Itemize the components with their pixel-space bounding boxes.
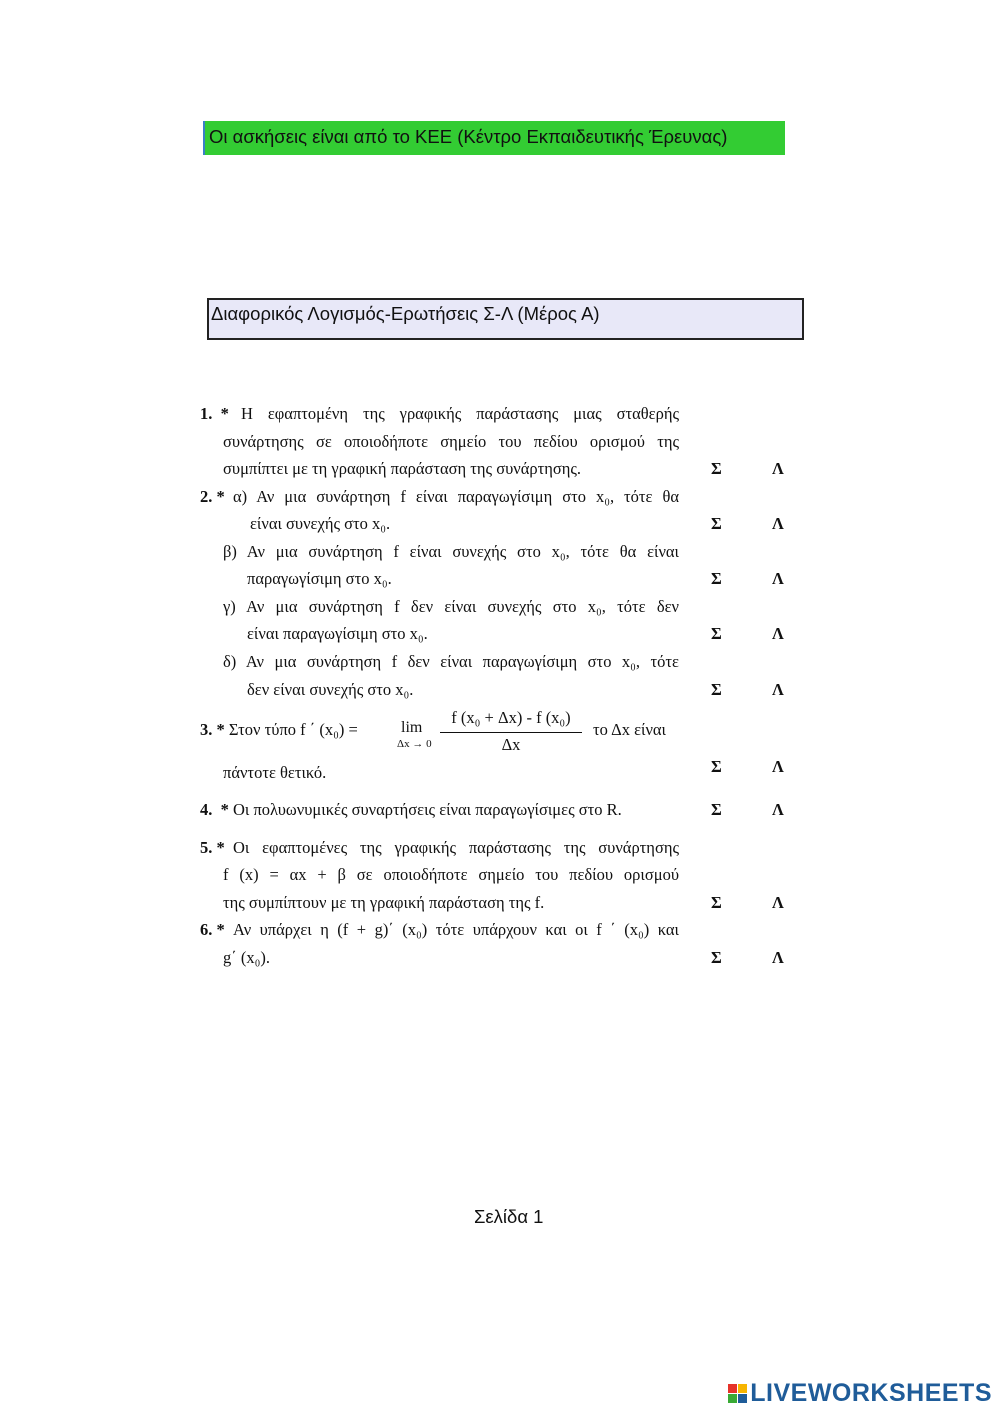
question-2-header	[200, 487, 225, 507]
question-6-text-1: Αν υπάρχει η (f + g)΄ (x₀) τότε υπάρχουν και οι f ΄ (x₀) και	[233, 920, 679, 939]
question-1-line-1	[200, 404, 229, 424]
question-6-true-option[interactable]: Σ	[711, 948, 722, 967]
formula-numerator: f (x₀ + Δx) - f (x₀)	[451, 708, 571, 727]
question-2a-text-1: α) Αν μια συνάρτηση f είναι παραγωγίσιμη στο x₀, τότε θα	[233, 487, 679, 506]
question-6-number: 6.	[200, 920, 213, 939]
question-5-text-2: f (x) = αx + β σε οποιοδήποτε σημείο του πεδίου ορισμού	[223, 865, 679, 884]
question-6-text-2: g΄ (x₀).	[223, 948, 270, 967]
question-5-header	[200, 838, 225, 858]
question-2b-true-option[interactable]: Σ	[711, 569, 722, 588]
question-4-star: *	[220, 800, 229, 819]
question-4-true-option[interactable]: Σ	[711, 800, 722, 819]
limit-operator: lim	[401, 719, 423, 736]
question-2c-false-option[interactable]: Λ	[772, 624, 784, 643]
question-4-false-option[interactable]: Λ	[772, 800, 784, 819]
question-2c-text-1: γ) Αν μια συνάρτηση f δεν είναι συνεχής στο x₀, τότε δεν	[223, 597, 679, 616]
question-6-false-option[interactable]: Λ	[772, 948, 784, 967]
question-3-prefix: Στον τύπο f ΄ (x₀) =	[228, 720, 358, 739]
logo-text: LIVEWORKSHEETS	[750, 1378, 992, 1407]
question-2d-true-option[interactable]: Σ	[711, 680, 722, 699]
question-1-text-2: συνάρτησης σε οποιοδήποτε σημείο του πεδίου ορισμού της	[223, 432, 679, 451]
question-2a-false-option[interactable]: Λ	[772, 514, 784, 533]
limit-subscript: Δx → 0	[397, 738, 432, 750]
question-4-number: 4.	[200, 800, 213, 819]
question-5-number: 5.	[200, 838, 213, 857]
question-3-line-1	[200, 720, 358, 740]
question-1-text-1: Η εφαπτομένη της γραφικής παράστασης μιας σταθερής	[241, 404, 679, 423]
question-2a-true-option[interactable]: Σ	[711, 514, 722, 533]
logo-square-yellow	[738, 1384, 747, 1393]
question-2d-text-2: δεν είναι συνεχής στο x₀.	[247, 680, 414, 699]
question-5-text-3: της συμπίπτουν με τη γραφική παράσταση της f.	[223, 893, 545, 912]
logo-square-blue	[738, 1394, 747, 1403]
question-6-star: *	[216, 920, 225, 939]
question-3-star: *	[216, 720, 225, 739]
question-5-false-option[interactable]: Λ	[772, 893, 784, 912]
question-2d-text-1: δ) Αν μια συνάρτηση f δεν είναι παραγωγίσιμη στο x₀, τότε	[223, 652, 679, 671]
logo-square-red	[728, 1384, 737, 1393]
liveworksheets-logo[interactable]	[728, 1378, 992, 1408]
question-5-true-option[interactable]: Σ	[711, 893, 722, 912]
page-number: Σελίδα 1	[474, 1206, 544, 1227]
question-1-text-3: συμπίπτει με τη γραφική παράσταση της συνάρτησης.	[223, 459, 582, 478]
question-5-star: *	[216, 838, 225, 857]
question-6-header	[200, 920, 225, 940]
question-4-line-1	[200, 800, 622, 820]
worksheet-title: Διαφορικός Λογισμός-Ερωτήσεις Σ-Λ (Μέρος Α)	[207, 298, 804, 340]
question-4-text: Οι πολυωνυμικές συναρτήσεις είναι παραγωγίσιμες στο R.	[233, 800, 622, 819]
question-2b-false-option[interactable]: Λ	[772, 569, 784, 588]
formula-denominator: Δx	[501, 735, 521, 754]
logo-square-green	[728, 1394, 737, 1403]
question-3-text-2: πάντοτε θετικό.	[223, 763, 327, 782]
question-2a-text-2: είναι συνεχής στο x₀.	[250, 514, 391, 533]
question-3-true-option[interactable]: Σ	[711, 757, 722, 776]
question-2b-text-1: β) Αν μια συνάρτηση f είναι συνεχής στο x₀, τότε θα είναι	[223, 542, 679, 561]
question-1-number: 1.	[200, 404, 213, 423]
question-1-true-option[interactable]: Σ	[711, 459, 722, 478]
question-2-number: 2.	[200, 487, 213, 506]
question-2d-false-option[interactable]: Λ	[772, 680, 784, 699]
question-2b-text-2: παραγωγίσιμη στο x₀.	[247, 569, 392, 588]
fraction-line	[440, 732, 582, 733]
question-1-false-option[interactable]: Λ	[772, 459, 784, 478]
question-3-false-option[interactable]: Λ	[772, 757, 784, 776]
question-3-suffix: το Δx είναι	[593, 720, 666, 739]
logo-icon	[728, 1384, 747, 1403]
question-1-star: *	[220, 404, 229, 423]
question-5-text-1: Οι εφαπτομένες της γραφικής παράστασης της συνάρτησης	[233, 838, 679, 857]
question-2c-text-2: είναι παραγωγίσιμη στο x₀.	[247, 624, 428, 643]
question-3-number: 3.	[200, 720, 213, 739]
question-2c-true-option[interactable]: Σ	[711, 624, 722, 643]
question-2-star: *	[216, 487, 225, 506]
source-banner: Οι ασκήσεις είναι από το ΚΕΕ (Κέντρο Εκπαιδευτικής Έρευνας)	[203, 121, 785, 155]
